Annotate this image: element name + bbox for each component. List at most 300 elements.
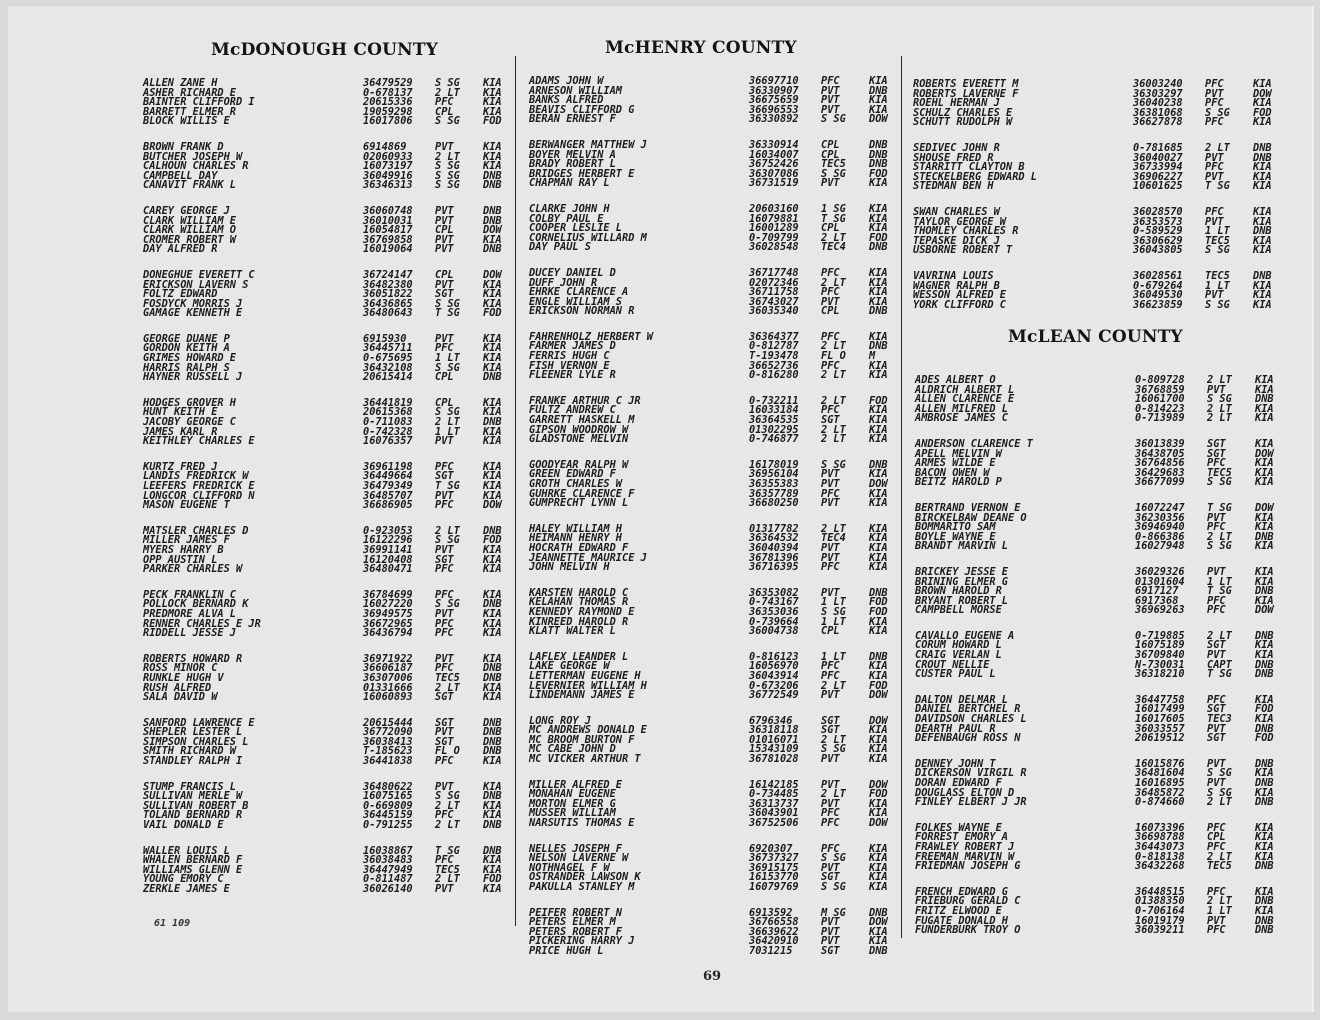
- name: FULTZ ANDREW C: [529, 404, 616, 417]
- serial-number: 0-709799: [749, 231, 799, 244]
- status: DOW: [869, 478, 888, 490]
- status: FOD: [483, 307, 502, 320]
- status: DNB: [869, 241, 888, 254]
- status: KIA: [869, 625, 888, 638]
- name: MC BROOM BURTON F: [529, 733, 635, 746]
- roster-row: [915, 862, 1307, 872]
- rank: T SG: [821, 212, 846, 225]
- name: JEANNETTE MAURICE J: [529, 551, 647, 564]
- rank: PFC: [1207, 594, 1226, 607]
- rank: 1 LT: [821, 596, 846, 609]
- name: RUNKLE HUGH V: [143, 671, 224, 684]
- serial-number: 36485707: [363, 489, 413, 502]
- status: DNB: [1253, 151, 1272, 164]
- serial-number: 36717748: [749, 266, 799, 279]
- status: KIA: [869, 842, 888, 855]
- status: DNB: [869, 458, 888, 471]
- rank: SGT: [1207, 437, 1226, 450]
- serial-number: 0-673206: [749, 679, 799, 692]
- name: CANAVIT FRANK L: [143, 179, 236, 192]
- name: MATSLER CHARLES D: [143, 524, 249, 537]
- serial-number: 36038483: [363, 854, 413, 867]
- name: PETERS ROBERT F: [529, 925, 622, 938]
- roster-row: [913, 118, 1305, 128]
- status: DNB: [869, 650, 888, 663]
- serial-number: 36353036: [749, 605, 799, 618]
- serial-number: 36441838: [363, 755, 413, 768]
- rank: SGT: [821, 871, 840, 884]
- serial-number: N-730031: [1135, 658, 1185, 671]
- serial-number: 01301604: [1135, 575, 1185, 588]
- name: NOTHNAGEL F W: [529, 861, 610, 874]
- rank: PVT: [435, 652, 454, 665]
- serial-number: 0-923053: [363, 524, 413, 537]
- roster-group: [529, 266, 921, 318]
- serial-number: 36480622: [363, 780, 413, 793]
- rank: PFC: [1205, 97, 1224, 110]
- name: SHEPLER LESTER L: [143, 726, 243, 739]
- serial-number: 0-675695: [363, 352, 413, 365]
- status: M: [869, 350, 876, 363]
- status: KIA: [1255, 466, 1274, 479]
- roster-group: [143, 268, 535, 320]
- status: KIA: [483, 809, 502, 822]
- rank: S SG: [435, 297, 460, 310]
- status: FOD: [869, 605, 888, 618]
- rank: SGT: [1207, 732, 1226, 745]
- name: BARRETT ELMER R: [143, 105, 236, 118]
- serial-number: 36906227: [1133, 170, 1183, 183]
- rank: S SG: [821, 167, 846, 180]
- status: KIA: [869, 881, 888, 893]
- rank: PVT: [1207, 383, 1226, 396]
- status: DNB: [483, 662, 502, 675]
- name: SIMPSON CHARLES L: [143, 735, 249, 748]
- status: DNB: [483, 819, 502, 832]
- status: KIA: [1255, 786, 1274, 799]
- status: KIA: [1253, 289, 1272, 302]
- name: FRAWLEY ROBERT J: [915, 840, 1015, 853]
- status: KIA: [869, 669, 888, 682]
- status: DNB: [1255, 658, 1274, 671]
- status: DOW: [869, 113, 888, 126]
- serial-number: 6913592: [749, 906, 793, 919]
- rank: CPL: [821, 222, 840, 235]
- roster-group: [913, 80, 1305, 128]
- rank: PVT: [821, 586, 840, 599]
- serial-number: 36346313: [363, 179, 413, 192]
- serial-number: 36330914: [749, 138, 799, 151]
- status: DNB: [869, 906, 888, 919]
- name: SULLIVAN MERLE W: [143, 790, 243, 803]
- status: KIA: [483, 563, 502, 576]
- serial-number: 36353082: [749, 586, 799, 599]
- roster-group: [529, 458, 921, 510]
- serial-number: 16001289: [749, 222, 799, 235]
- rank: T SG: [435, 480, 460, 492]
- name: JAMES KARL R: [143, 425, 218, 438]
- status: DOW: [869, 916, 888, 929]
- name: ARMES WILDE E: [915, 457, 996, 470]
- rank: S SG: [821, 113, 846, 126]
- roster-row: [143, 181, 535, 191]
- status: KIA: [869, 222, 888, 235]
- name: BERTRAND VERNON E: [915, 501, 1021, 514]
- rank: TEC5: [435, 671, 460, 684]
- serial-number: 0-742328: [363, 425, 413, 438]
- name: ZERKLE JAMES E: [143, 883, 230, 895]
- status: KIA: [869, 276, 888, 289]
- status: FOD: [483, 115, 502, 128]
- status: KIA: [483, 86, 502, 99]
- status: KIA: [869, 94, 888, 107]
- name: DEFENBAUGH ROSS N: [915, 732, 1021, 745]
- status: KIA: [1255, 693, 1274, 706]
- roster-group: [915, 376, 1307, 424]
- status: KIA: [869, 797, 888, 810]
- rank: S SG: [435, 77, 460, 89]
- rank: PFC: [1207, 457, 1226, 470]
- serial-number: 0-816280: [749, 369, 799, 382]
- rank: PFC: [435, 627, 454, 640]
- status: KIA: [1253, 180, 1272, 193]
- rank: T SG: [1207, 501, 1232, 514]
- status: KIA: [483, 480, 502, 492]
- rank: TEC4: [821, 532, 846, 545]
- serial-number: 36915175: [749, 861, 799, 874]
- serial-number: 0-809728: [1135, 374, 1185, 386]
- roster-group: [529, 906, 921, 957]
- rank: SGT: [435, 691, 454, 704]
- name: BAINTER CLIFFORD I: [143, 96, 255, 109]
- name: BANKS ALFRED: [529, 94, 604, 107]
- status: DNB: [483, 524, 502, 537]
- rank: PFC: [435, 342, 454, 355]
- status: KIA: [483, 854, 502, 867]
- status: DNB: [1255, 895, 1274, 908]
- status: KIA: [869, 497, 888, 510]
- rank: PVT: [435, 214, 454, 227]
- serial-number: 36307086: [749, 167, 799, 180]
- roster-group: [529, 330, 921, 382]
- name: WHALEN BERNARD F: [143, 854, 243, 867]
- serial-number: 16034007: [749, 148, 799, 161]
- roster-row: [915, 542, 1307, 552]
- roster-row: [143, 309, 535, 319]
- status: KIA: [869, 423, 888, 436]
- name: STANDLEY RALPH I: [143, 755, 243, 768]
- serial-number: 16056970: [749, 660, 799, 673]
- rank: 2 LT: [1207, 374, 1232, 386]
- rank: PFC: [435, 617, 454, 630]
- rank: PFC: [1207, 693, 1226, 706]
- rank: PVT: [821, 84, 840, 97]
- rank: S SG: [435, 160, 460, 173]
- name: FERRIS HUGH C: [529, 350, 610, 363]
- name: HEIMANN HENRY H: [529, 532, 622, 545]
- status: KIA: [1253, 279, 1272, 292]
- roster-group: [915, 437, 1307, 489]
- rank: PFC: [821, 75, 840, 87]
- rank: 2 LT: [1207, 850, 1232, 863]
- serial-number: 36448515: [1135, 885, 1185, 898]
- serial-number: 16017605: [1135, 713, 1185, 726]
- roster-row: [143, 117, 535, 127]
- serial-number: 36485872: [1135, 786, 1185, 799]
- name: GIPSON WOODROW W: [529, 423, 629, 436]
- name: CLARK WILLIAM O: [143, 224, 236, 237]
- roster-group: [915, 757, 1307, 809]
- status: KIA: [1255, 383, 1274, 396]
- status: DNB: [483, 204, 502, 217]
- status: KIA: [869, 295, 888, 308]
- name: BRICKEY JESSE E: [915, 565, 1008, 578]
- serial-number: 6796346: [749, 714, 793, 727]
- rank: SGT: [1207, 447, 1226, 460]
- name: FOLTZ EDWARD: [143, 288, 218, 301]
- name: PREDMORE ALVA L: [143, 607, 236, 620]
- rank: 2 LT: [821, 788, 846, 801]
- serial-number: 36010031: [363, 214, 413, 227]
- serial-number: 36028570: [1133, 205, 1183, 218]
- rank: SGT: [821, 414, 840, 427]
- serial-number: 36482380: [363, 278, 413, 291]
- rank: PFC: [435, 588, 454, 601]
- status: KIA: [483, 105, 502, 118]
- name: AMBROSE JAMES C: [915, 412, 1008, 425]
- status: DNB: [869, 944, 888, 957]
- rank: CPL: [1207, 831, 1226, 844]
- rank: 1 LT: [435, 425, 460, 438]
- rank: S SG: [435, 598, 460, 611]
- serial-number: 36038413: [363, 735, 413, 748]
- rank: S SG: [1205, 106, 1230, 119]
- status: KIA: [869, 861, 888, 874]
- roster-group: [913, 205, 1305, 257]
- status: DNB: [1253, 269, 1272, 282]
- status: KIA: [483, 588, 502, 601]
- name: DONEGHUE EVERETT C: [143, 268, 255, 281]
- name: DUCEY DANIEL D: [529, 266, 616, 279]
- status: KIA: [869, 414, 888, 427]
- status: FOD: [869, 231, 888, 244]
- serial-number: 36003240: [1133, 78, 1183, 90]
- rank: T SG: [435, 307, 460, 320]
- name: SHOUSE FRED R: [913, 151, 994, 164]
- rank: TEC5: [1205, 269, 1230, 282]
- status: DOW: [483, 499, 502, 512]
- status: FOD: [869, 679, 888, 692]
- name: LONGCOR CLIFFORD N: [143, 489, 255, 502]
- county-title-mclean: McLEAN COUNTY: [1008, 327, 1183, 347]
- serial-number: 36698788: [1135, 831, 1185, 844]
- status: FOD: [869, 167, 888, 180]
- serial-number: 36709840: [1135, 649, 1185, 662]
- status: KIA: [869, 561, 888, 574]
- rank: PVT: [1205, 87, 1224, 100]
- status: DNB: [1255, 924, 1274, 937]
- status: KIA: [483, 617, 502, 630]
- roster-column-mclean: [915, 376, 1307, 952]
- rank: SGT: [821, 724, 840, 737]
- name: ANDERSON CLARENCE T: [915, 437, 1033, 450]
- name: KEITHLEY CHARLES E: [143, 435, 255, 448]
- name: CLARK WILLIAM E: [143, 214, 236, 227]
- status: KIA: [869, 286, 888, 299]
- roster-row: [529, 691, 921, 701]
- rank: CAPT: [1207, 658, 1232, 671]
- name: PARKER CHARLES W: [143, 563, 243, 576]
- status: DNB: [1255, 757, 1274, 770]
- serial-number: 36028548: [749, 241, 799, 254]
- status: DNB: [869, 305, 888, 318]
- status: KIA: [869, 404, 888, 417]
- name: BRYANT ROBERT L: [915, 594, 1008, 607]
- serial-number: 0-743167: [749, 596, 799, 609]
- status: DNB: [1255, 668, 1274, 681]
- serial-number: 16038867: [363, 844, 413, 857]
- serial-number: 16054817: [363, 224, 413, 237]
- status: KIA: [1255, 540, 1274, 553]
- name: MORTON ELMER G: [529, 797, 616, 810]
- rank: 2 LT: [1207, 402, 1232, 415]
- status: KIA: [483, 691, 502, 704]
- roster-group: [143, 524, 535, 576]
- serial-number: 36781028: [749, 753, 799, 766]
- roster-row: [529, 627, 921, 637]
- serial-number: 36049916: [363, 169, 413, 182]
- status: DNB: [869, 84, 888, 97]
- rank: S SG: [1205, 298, 1230, 311]
- rank: PVT: [435, 243, 454, 256]
- rank: SGT: [435, 735, 454, 748]
- status: KIA: [1255, 412, 1274, 425]
- serial-number: 0-874660: [1135, 796, 1185, 809]
- serial-number: 02060933: [363, 150, 413, 163]
- serial-number: 36060748: [363, 204, 413, 217]
- rank: S SG: [1207, 393, 1232, 406]
- serial-number: 36330892: [749, 113, 799, 126]
- name: SANFORD LAWRENCE E: [143, 716, 255, 729]
- serial-number: 20615414: [363, 371, 413, 384]
- status: DNB: [869, 148, 888, 161]
- serial-number: 36445159: [363, 809, 413, 822]
- serial-number: 36731519: [749, 177, 799, 190]
- name: BOMMARITO SAM: [915, 521, 996, 534]
- status: KIA: [1255, 476, 1274, 489]
- status: KIA: [483, 77, 502, 89]
- serial-number: 0-734485: [749, 788, 799, 801]
- status: KIA: [869, 522, 888, 535]
- roster-row: [529, 819, 921, 829]
- serial-number: 36724147: [363, 268, 413, 281]
- roster-group: [143, 780, 535, 832]
- serial-number: 36768859: [1135, 383, 1185, 396]
- status: KIA: [869, 359, 888, 372]
- roster-group: [143, 396, 535, 448]
- serial-number: 20619512: [1135, 732, 1185, 745]
- status: KIA: [869, 532, 888, 545]
- roster-group: [529, 138, 921, 190]
- status: DNB: [483, 598, 502, 611]
- roster-row: [143, 437, 535, 447]
- serial-number: 16027948: [1135, 540, 1185, 553]
- name: CAVALLO EUGENE A: [915, 629, 1015, 642]
- name: GORDON KEITH A: [143, 342, 230, 355]
- rank: 2 LT: [821, 231, 846, 244]
- status: KIA: [483, 755, 502, 768]
- roster-row: [915, 670, 1307, 680]
- status: DNB: [1255, 722, 1274, 735]
- status: DNB: [483, 169, 502, 182]
- rank: 2 LT: [821, 423, 846, 436]
- name: BERWANGER MATTHEW J: [529, 138, 647, 151]
- status: DOW: [1255, 501, 1274, 514]
- rank: S SG: [435, 115, 460, 128]
- status: DOW: [1255, 604, 1274, 617]
- name: GAMAGE KENNETH E: [143, 307, 243, 320]
- rank: PVT: [821, 541, 840, 554]
- name: GOODYEAR RALPH W: [529, 458, 629, 471]
- serial-number: 36004738: [749, 625, 799, 638]
- serial-number: 36675659: [749, 94, 799, 107]
- serial-number: 16076357: [363, 435, 413, 448]
- serial-number: 01331666: [363, 681, 413, 694]
- roster-row: [529, 243, 921, 253]
- status: KIA: [483, 863, 502, 876]
- status: KIA: [869, 330, 888, 343]
- rank: S SG: [821, 458, 846, 471]
- rank: PFC: [821, 286, 840, 299]
- name: CHAPMAN RAY L: [529, 177, 610, 190]
- name: GARRETT HASKELL M: [529, 414, 635, 427]
- name: POLLOCK BERNARD K: [143, 598, 249, 611]
- roster-group: [529, 202, 921, 254]
- roster-row: [529, 499, 921, 509]
- serial-number: 7031215: [749, 944, 793, 957]
- status: KIA: [483, 278, 502, 291]
- rank: T SG: [1207, 668, 1232, 681]
- roster-group: [913, 141, 1305, 193]
- name: CLARKE JOHN H: [529, 202, 610, 215]
- name: ROBERTS HOWARD R: [143, 652, 243, 665]
- serial-number: 01388350: [1135, 895, 1185, 908]
- serial-number: 36436794: [363, 627, 413, 640]
- name: HARRIS RALPH S: [143, 361, 230, 374]
- name: SMITH RICHARD W: [143, 745, 236, 758]
- serial-number: 0-866386: [1135, 530, 1185, 543]
- name: VAVRINA LOUIS: [913, 269, 994, 282]
- county-title-mcdonough: McDONOUGH COUNTY: [211, 40, 439, 60]
- serial-number: 16061700: [1135, 393, 1185, 406]
- roster-group: [915, 565, 1307, 617]
- name: COOPER LESLIE L: [529, 222, 622, 235]
- status: KIA: [1255, 885, 1274, 898]
- serial-number: 36479529: [363, 77, 413, 89]
- roster-row: [143, 565, 535, 575]
- name: EHRKE CLARENCE A: [529, 286, 629, 299]
- rank: PFC: [435, 809, 454, 822]
- status: KIA: [483, 489, 502, 502]
- status: KIA: [483, 607, 502, 620]
- rank: PVT: [435, 435, 454, 448]
- status: KIA: [483, 160, 502, 173]
- status: DNB: [483, 745, 502, 758]
- rank: SGT: [821, 944, 840, 957]
- name: BROWN FRANK D: [143, 140, 224, 153]
- serial-number: 36769858: [363, 233, 413, 246]
- name: RENNER CHARLES E JR: [143, 617, 261, 630]
